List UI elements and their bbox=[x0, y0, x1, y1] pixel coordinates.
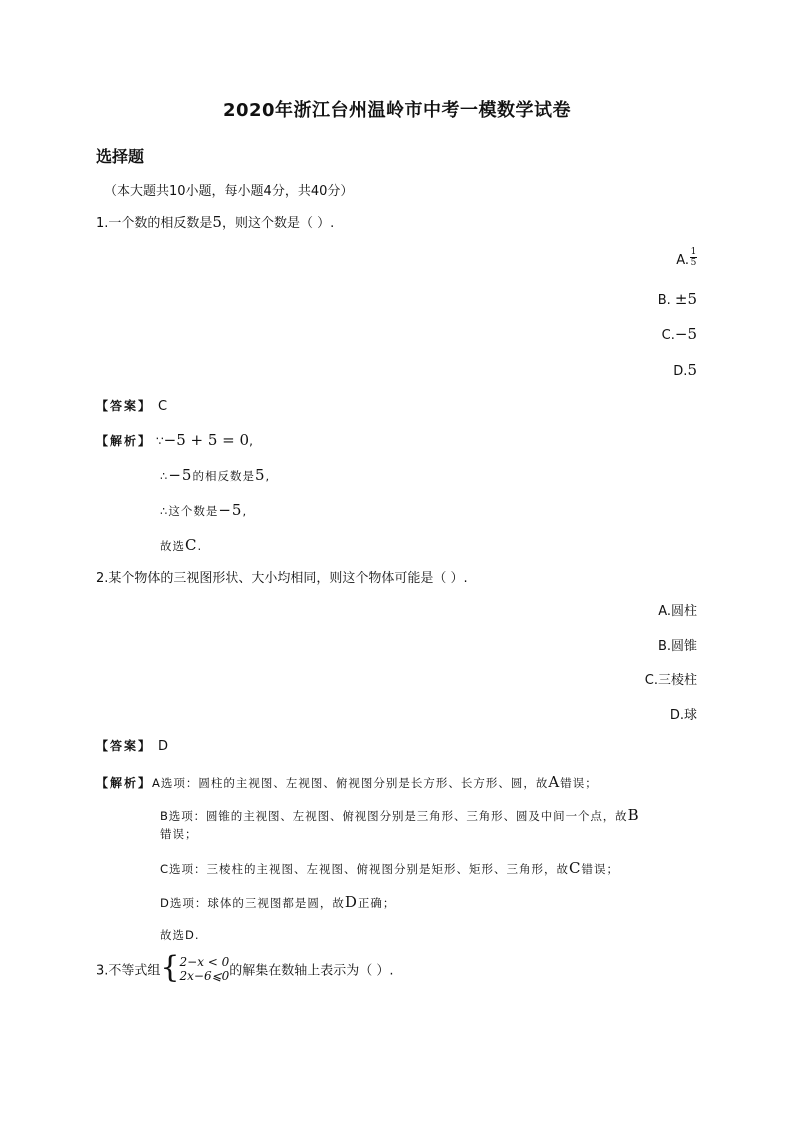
q1-sol3-math: −5 bbox=[218, 501, 243, 519]
question-1 bbox=[96, 212, 334, 231]
q1-sol2-pre: ∴ bbox=[160, 469, 169, 483]
q1-option-c-value: −5 bbox=[674, 325, 697, 343]
question-1-suffix: ，则这个数是（ ）. bbox=[221, 216, 335, 231]
q1-answer bbox=[96, 397, 167, 414]
q2-option-b[interactable]: B.圆锥 bbox=[657, 639, 697, 654]
q2-sol4-post: 正确； bbox=[357, 896, 396, 910]
q2-sol3-post: 错误； bbox=[581, 862, 620, 876]
q1-sol2-math2: 5 bbox=[254, 466, 266, 484]
answer-tag: 【答案】 bbox=[96, 399, 153, 413]
question-3-prefix: 3.不等式组 bbox=[96, 963, 161, 979]
analysis-tag: 【解析】 bbox=[96, 434, 153, 448]
fraction-numerator: 1 bbox=[690, 247, 697, 257]
inequality-line-2: 2x−6⩽0 bbox=[179, 969, 230, 983]
inequality-system bbox=[180, 955, 230, 983]
q2-sol2-pre: B选项：圆锥的主视图、左视图、俯视图分别是三角形、三角形、圆及中间一个点，故 bbox=[160, 809, 628, 823]
q2-option-a[interactable]: A.圆柱 bbox=[658, 604, 697, 619]
q2-option-c[interactable]: C.三棱柱 bbox=[644, 673, 697, 688]
fraction bbox=[690, 247, 697, 268]
q1-option-d-label: D. bbox=[673, 364, 688, 379]
q1-sol1-math: −5 + 5 = 0 bbox=[163, 431, 250, 449]
q2-analysis bbox=[96, 773, 598, 791]
q2-sol2-math: B bbox=[627, 806, 640, 824]
q2-sol1-math: A bbox=[548, 773, 561, 791]
q2-sol3-math: C bbox=[569, 859, 582, 877]
q1-option-c-label: C. bbox=[661, 328, 675, 343]
q2-sol-line-2 bbox=[160, 806, 640, 824]
q1-sol2-post: , bbox=[265, 469, 271, 483]
q2-sol3-pre: C选项：三棱柱的主视图、左视图、俯视图分别是矩形、矩形、三角形，故 bbox=[160, 862, 570, 876]
q2-sol-line-5: 故选D. bbox=[160, 928, 200, 942]
q1-sol4-math: C bbox=[185, 536, 198, 554]
answer-value: C bbox=[158, 399, 168, 414]
q1-sol4-post: . bbox=[197, 539, 203, 553]
q1-sol1-pre: ∵ bbox=[156, 434, 164, 448]
q1-sol1-post: , bbox=[249, 434, 253, 448]
question-3-suffix: 的解集在数轴上表示为（ ）. bbox=[229, 963, 394, 979]
q1-sol2-math1: −5 bbox=[168, 466, 193, 484]
q2-sol4-math: D bbox=[344, 893, 358, 911]
page-title: 2020年浙江台州温岭市中考一模数学试卷 bbox=[222, 100, 572, 121]
q2-sol-line-3 bbox=[160, 859, 619, 877]
q1-option-d-value: 5 bbox=[687, 361, 697, 379]
q2-sol1-post: 错误； bbox=[560, 776, 598, 790]
brace-symbol: { bbox=[160, 950, 180, 985]
q1-option-c[interactable] bbox=[662, 325, 697, 343]
section-heading: 选择题 bbox=[96, 147, 145, 166]
question-1-prefix: 1.一个数的相反数是 bbox=[96, 216, 213, 231]
q2-sol-line-2b: 错误； bbox=[160, 827, 198, 841]
q2-option-d[interactable]: D.球 bbox=[669, 708, 697, 723]
q2-answer bbox=[96, 737, 168, 754]
q1-sol3-pre: ∴这个数是 bbox=[160, 504, 219, 518]
question-3 bbox=[96, 950, 394, 986]
q1-option-b-label: B. bbox=[657, 293, 675, 308]
q1-sol-line-2 bbox=[160, 466, 270, 484]
q1-sol-line-4 bbox=[160, 536, 202, 554]
q1-sol4-pre: 故选 bbox=[160, 539, 185, 553]
q1-option-d[interactable] bbox=[673, 361, 697, 379]
analysis-tag: 【解析】 bbox=[96, 776, 153, 790]
question-2: 2.某个物体的三视图形状、大小均相同，则这个物体可能是（ ）. bbox=[96, 571, 468, 586]
q1-option-a-label: A. bbox=[676, 253, 689, 268]
q1-sol2-mid: 的相反数是 bbox=[192, 469, 255, 483]
q2-sol-line-4 bbox=[160, 893, 395, 911]
q1-option-a[interactable] bbox=[676, 247, 697, 271]
question-1-number: 5 bbox=[212, 213, 222, 231]
q2-sol1-pre: A选项：圆柱的主视图、左视图、俯视图分别是长方形、长方形、圆，故 bbox=[152, 776, 549, 790]
q1-analysis bbox=[96, 431, 253, 449]
inequality-line-1: 2−x < 0 bbox=[179, 955, 230, 969]
q1-sol-line-3 bbox=[160, 501, 247, 519]
answer-tag: 【答案】 bbox=[96, 739, 153, 753]
answer-value: D bbox=[158, 739, 169, 754]
q1-sol3-post: , bbox=[242, 504, 248, 518]
q2-sol4-pre: D选项：球体的三视图都是圆，故 bbox=[160, 896, 345, 910]
section-note: （本大题共10小题，每小题4分，共40分） bbox=[104, 184, 354, 199]
fraction-denominator: 5 bbox=[690, 258, 697, 268]
q1-option-b-value: ±5 bbox=[674, 290, 697, 308]
q1-option-b[interactable] bbox=[658, 290, 697, 308]
